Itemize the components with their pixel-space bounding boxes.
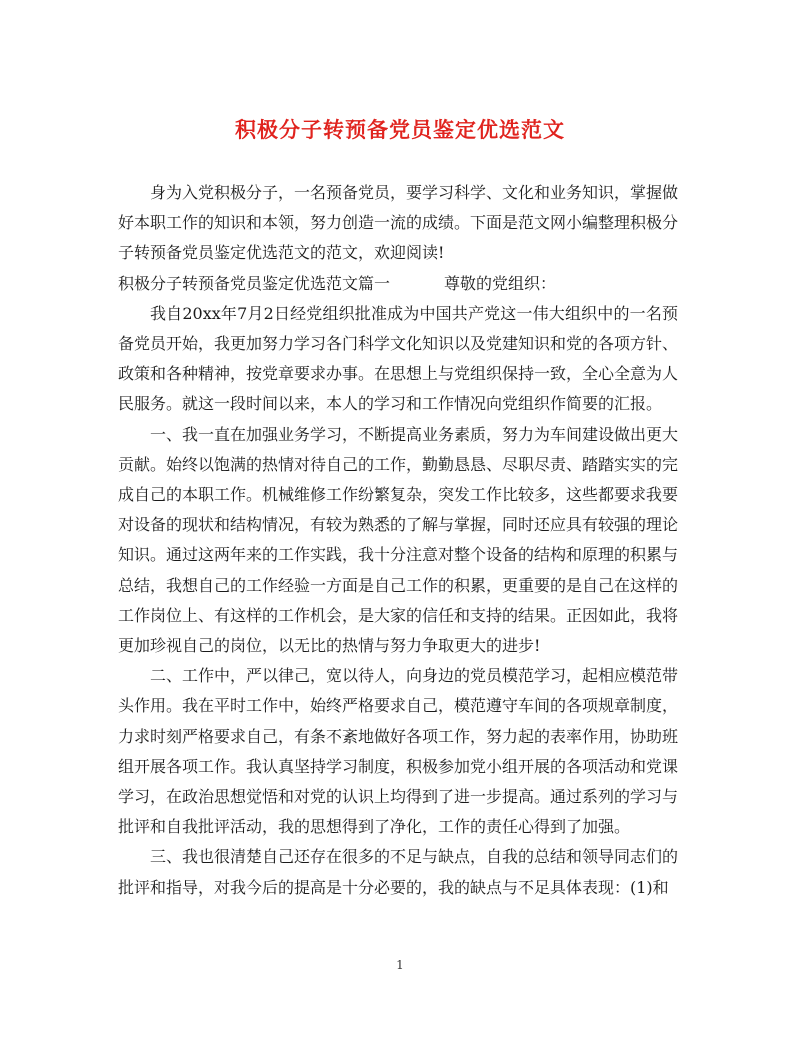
page-number: 1 — [396, 958, 404, 972]
section-heading-line — [118, 269, 678, 299]
intro-paragraph: 身为入党积极分子，一名预备党员，要学习科学、文化和业务知识，掌握做好本职工作的知识和本领，努力创造一流的成绩。下面是范文网小编整理积极分子转预备党员鉴定优选范文的范文，欢迎阅读! — [118, 183, 679, 263]
section-heading: 积极分子转预备党员鉴定优选范文篇一 — [118, 273, 391, 293]
body-paragraph: 二、工作中，严以律己，宽以待人，向身边的党员模范学习，起相应模范带头作用。我在平时工作中，始终严格要求自己，模范遵守车间的各项规章制度，力求时刻严格要求自己，有条不紊地做好各项工作，努力起的表率作用，协助班组开展各项工作。我认真坚持学习制度，积极参加党小组开展的各项活动和党课学习，在政治思想觉悟和对党的认识上均得到了进一步提高。通过系列的学习与批评和自我批评活动，我的思想得到了净化，工作的责任心得到了加强。 — [118, 666, 679, 837]
salutation: 尊敬的党组织： — [444, 273, 557, 293]
document-title: 积极分子转预备党员鉴定优选范文 — [235, 117, 565, 142]
body-paragraph: 我自20xx年7月2日经党组织批准成为中国共产党这一伟大组织中的一名预备党员开始，我更加努力学习各门科学文化知识以及党建知识和党的各项方针、政策和各种精神，按党章要求办事。在思想上与党组织保持一致，全心全意为人民服务。就这一段时间以来，本人的学习和工作情况向党组织作简要的汇报。 — [118, 303, 679, 414]
body-paragraph: 一、我一直在加强业务学习，不断提高业务素质，努力为车间建设做出更大贡献。始终以饱满的热情对待自己的工作，勤勤恳恳、尽职尽责、踏踏实实的完成自己的本职工作。机械维修工作纷繁复杂，突发工作比较多，这些都要求我要对设备的现状和结构情况，有较为熟悉的了解与掌握，同时还应具有较强的理论知识。通过这两年来的工作实践，我十分注意对整个设备的结构和原理的积累与总结，我想自己的工作经验一方面是自己工作的积累，更重要的是自己在这样的工作岗位上、有这样的工作机会，是大家的信任和支持的结果。正因如此，我将更加珍视自己的岗位，以无比的热情与努力争取更大的进步! — [118, 424, 679, 656]
document-body — [118, 178, 678, 903]
body-paragraph: 三、我也很清楚自己还存在很多的不足与缺点，自我的总结和领导同志们的批评和指导，对我今后的提高是十分必要的，我的缺点与不足具体表现：(1)和 — [118, 847, 679, 897]
